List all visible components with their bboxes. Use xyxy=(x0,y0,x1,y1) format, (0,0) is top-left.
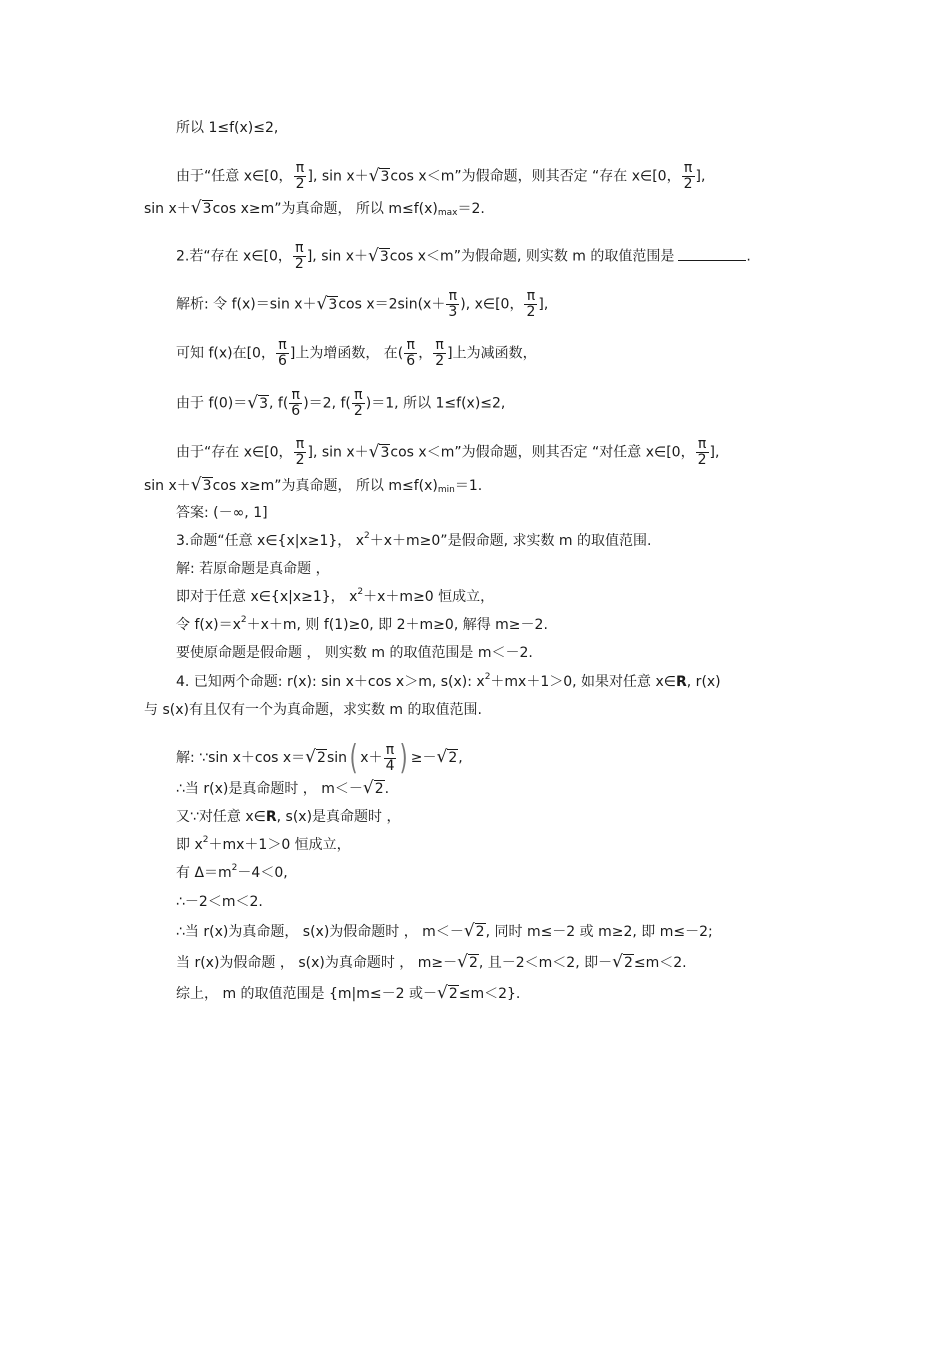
radicand: 3 xyxy=(380,444,390,461)
text-span: cos x＝2sin(x＋ xyxy=(338,296,446,313)
text-span: ≤m＜2. xyxy=(633,955,687,971)
text-span: , f( xyxy=(268,395,289,412)
text-span: ], xyxy=(709,444,720,461)
radical-sign: √ xyxy=(436,747,448,767)
text-span: ≤m＜2}. xyxy=(458,986,521,1002)
text-line xyxy=(176,120,278,136)
numerator: π xyxy=(435,337,444,353)
text-line xyxy=(176,289,548,320)
fraction xyxy=(352,388,365,419)
text-span: 解: ∵sin x＋cos x＝ xyxy=(176,750,306,766)
text-span: ＋x＋m≥0 恒成立， xyxy=(363,589,495,605)
text-span: ], xyxy=(695,168,706,185)
text-span: 由于“存在 x∈[0， xyxy=(176,444,293,461)
text-span: )＝2, f( xyxy=(303,395,351,412)
text-span: 由于“任意 x∈[0， xyxy=(176,168,293,185)
text-line xyxy=(176,161,705,192)
text-span: cos x＜m”为假命题，则其否定 “存在 x∈[0， xyxy=(390,168,681,185)
text-span: 解: 若原命题是真命题 ， xyxy=(176,561,330,577)
text-span: sin x＋ xyxy=(144,478,191,494)
fraction xyxy=(446,289,459,320)
sqrt xyxy=(612,954,634,971)
text-span: ∴－2＜m＜2. xyxy=(176,894,263,910)
sqrt xyxy=(457,954,479,971)
fraction xyxy=(433,338,446,369)
text-line xyxy=(176,894,263,910)
question-3 xyxy=(176,533,651,549)
text-span: 即对于任意 x∈{x|x≥1}， x xyxy=(176,589,358,605)
sqrt xyxy=(191,200,213,217)
text-span: , 同时 m≤－2 或 m≥2, 即 m≤－2; xyxy=(485,924,713,940)
text-span: ]上为增函数， 在( xyxy=(289,345,404,362)
text-span: 当 r(x)为假命题 ， s(x)为真命题时 ， m≥－ xyxy=(176,955,458,971)
text-span: ＝2. xyxy=(457,201,485,217)
text-line xyxy=(176,954,687,971)
denominator: 2 xyxy=(526,304,536,320)
fraction xyxy=(682,161,695,192)
radical-sign: √ xyxy=(368,245,379,266)
radical-sign: √ xyxy=(457,952,468,972)
text-line xyxy=(176,437,719,468)
radicand: 2 xyxy=(317,750,326,766)
text-line xyxy=(144,477,482,494)
text-span: , r(x) xyxy=(686,674,721,690)
radicand: 2 xyxy=(448,750,458,766)
text-span: cos x＜m”为假命题，则其否定 “对任意 x∈[0， xyxy=(390,444,695,461)
text-span: 即 x xyxy=(176,837,203,853)
subscript: max xyxy=(437,208,458,218)
numerator: π xyxy=(278,337,287,353)
numerator: π xyxy=(697,436,707,452)
text-line xyxy=(176,809,400,825)
radicand: 3 xyxy=(202,478,212,494)
text-span: ， xyxy=(418,345,433,362)
denominator: 2 xyxy=(295,452,305,468)
text-span: sin xyxy=(326,750,347,766)
sqrt xyxy=(247,392,269,413)
text-span: ], sin x＋ xyxy=(307,168,369,185)
radical-sign: √ xyxy=(612,952,623,972)
text-span: sin x＋ xyxy=(144,201,191,217)
radicand: 3 xyxy=(328,296,338,313)
superscript: 2 xyxy=(240,615,247,625)
denominator: 2 xyxy=(294,256,304,272)
denominator: 6 xyxy=(291,403,301,419)
radical-sign: √ xyxy=(436,983,448,1003)
text-line xyxy=(176,780,389,797)
sqrt xyxy=(368,165,391,186)
text-span: ∴当 r(x)是真命题时 ， m＜－ xyxy=(176,781,363,797)
denominator: 2 xyxy=(295,176,305,192)
sqrt xyxy=(316,293,339,314)
radical-sign: √ xyxy=(368,441,380,462)
text-line xyxy=(176,837,351,853)
superscript: 2 xyxy=(484,672,491,682)
text-span: 要使原命题是假命题 ， 则实数 m 的取值范围是 m＜－2. xyxy=(176,645,533,661)
answer-blank xyxy=(678,250,746,261)
right-paren: ) xyxy=(400,738,409,778)
numerator: π xyxy=(295,240,304,256)
text-line xyxy=(176,923,713,940)
superscript: 2 xyxy=(231,863,238,873)
fraction xyxy=(289,388,302,419)
fraction xyxy=(524,289,537,320)
denominator: 2 xyxy=(697,452,707,468)
radical-sign: √ xyxy=(316,293,328,314)
denominator: 6 xyxy=(277,353,287,369)
radicand: 2 xyxy=(374,781,384,797)
sqrt xyxy=(368,441,391,462)
numerator: π xyxy=(295,160,305,176)
text-span: 综上， m 的取值范围是 {m|m≤－2 或－ xyxy=(176,986,437,1002)
text-span: 可知 f(x)在[0， xyxy=(176,345,275,362)
text-span: ∴当 r(x)为真命题， s(x)为假命题时 ， m＜－ xyxy=(176,924,464,940)
sqrt xyxy=(464,923,486,940)
text-span: 与 s(x)有且仅有一个为真命题，求实数 m 的取值范围. xyxy=(144,702,482,718)
text-span: ＋x＋m≥0”是假命题, 求实数 m 的取值范围. xyxy=(369,533,652,549)
text-line xyxy=(176,645,533,661)
text-span: 解析: 令 f(x)＝sin x＋ xyxy=(176,296,317,313)
text-span: ≥－ xyxy=(410,750,437,766)
sqrt xyxy=(363,780,385,797)
radical-sign: √ xyxy=(190,198,202,218)
numerator: π xyxy=(526,288,536,304)
text-span: x＋ xyxy=(360,750,383,766)
numerator: π xyxy=(354,387,363,403)
text-span: ], sin x＋ xyxy=(306,248,368,265)
radicand: 3 xyxy=(259,395,268,412)
denominator: 6 xyxy=(406,353,416,369)
text-span: cos x＜m”为假命题, 则实数 m 的取值范围是 xyxy=(389,248,675,265)
text-span: －4＜0, xyxy=(237,865,288,881)
text-span: ], sin x＋ xyxy=(307,444,369,461)
text-span: 3.命题“任意 x∈{x|x≥1}， x xyxy=(176,533,365,549)
question-2 xyxy=(176,241,751,272)
numerator: π xyxy=(295,436,305,452)
numerator: π xyxy=(385,741,395,758)
numerator: π xyxy=(291,387,300,403)
radicand: 2 xyxy=(623,955,633,971)
text-span: . xyxy=(746,248,751,265)
fraction xyxy=(384,743,397,774)
text-line xyxy=(176,738,463,778)
text-span: , 且－2＜m＜2, 即－ xyxy=(478,955,613,971)
fraction xyxy=(293,241,306,272)
text-line xyxy=(176,589,494,605)
text-span: , xyxy=(458,750,463,766)
radicand: 3 xyxy=(379,248,389,265)
radical-sign: √ xyxy=(368,165,380,186)
numerator: π xyxy=(683,160,693,176)
text-span: 又∵对任意 x∈ xyxy=(176,809,266,825)
text-span: ＋x＋m, 则 f(1)≥0, 即 2＋m≥0, 解得 m≥－2. xyxy=(246,617,548,633)
text-span: ]上为减函数， xyxy=(447,345,537,362)
text-span: ), x∈[0， xyxy=(460,296,524,313)
answer-line xyxy=(176,505,268,521)
text-span: ＋mx＋1＞0 恒成立， xyxy=(208,837,351,853)
real-set-symbol: R xyxy=(676,674,687,690)
text-span: ＋mx＋1＞0, 如果对任意 x∈ xyxy=(490,674,676,690)
radical-sign: √ xyxy=(247,392,259,413)
question-4 xyxy=(176,674,721,690)
text-line xyxy=(176,388,505,419)
denominator: 2 xyxy=(683,176,693,192)
text-line xyxy=(176,865,288,881)
fraction xyxy=(294,161,307,192)
text-line xyxy=(144,702,482,718)
superscript: 2 xyxy=(357,587,364,597)
text-span: 由于 f(0)＝ xyxy=(176,395,248,412)
text-span: 4. 已知两个命题: r(x): sin x＋cos x＞m, s(x): x xyxy=(176,674,485,690)
text-span: cos x≥m”为真命题， 所以 m≤f(x) xyxy=(212,201,438,217)
real-set-symbol: R xyxy=(265,809,277,825)
text-line xyxy=(176,561,330,577)
radical-sign: √ xyxy=(305,747,317,767)
numerator: π xyxy=(448,288,457,304)
radical-sign: √ xyxy=(362,778,374,798)
radicand: 3 xyxy=(380,168,390,185)
radicand: 2 xyxy=(468,955,478,971)
superscript: 2 xyxy=(364,531,370,541)
fraction xyxy=(696,437,709,468)
denominator: 3 xyxy=(448,304,458,320)
denominator: 2 xyxy=(353,403,363,419)
fraction xyxy=(294,437,307,468)
text-span: 所以 1≤f(x)≤2, xyxy=(176,120,279,136)
text-span: ＝1. xyxy=(454,478,483,494)
left-paren: ( xyxy=(349,738,358,778)
text-span: 2.若“存在 x∈[0， xyxy=(176,248,292,265)
fraction xyxy=(276,338,289,369)
radical-sign: √ xyxy=(190,475,202,495)
sqrt xyxy=(436,749,458,766)
subscript: min xyxy=(437,485,455,495)
sqrt xyxy=(437,985,459,1002)
radicand: 2 xyxy=(475,924,485,940)
radicand: 2 xyxy=(448,986,458,1002)
radicand: 3 xyxy=(202,201,212,217)
text-line xyxy=(176,338,537,369)
text-span: ], xyxy=(538,296,549,313)
superscript: 2 xyxy=(202,835,209,845)
text-span: , s(x)是真命题时 ， xyxy=(276,809,401,825)
sqrt xyxy=(368,245,390,266)
denominator: 4 xyxy=(385,757,395,774)
denominator: 2 xyxy=(435,353,445,369)
text-span: 有 Δ＝m xyxy=(176,865,232,881)
fraction xyxy=(404,338,417,369)
text-span: 答案: (－∞, 1] xyxy=(176,505,268,521)
numerator: π xyxy=(406,337,415,353)
sqrt xyxy=(191,477,213,494)
text-line xyxy=(176,617,548,633)
text-span: 令 f(x)＝x xyxy=(176,617,241,633)
text-span: cos x≥m”为真命题， 所以 m≤f(x) xyxy=(212,478,438,494)
text-span: . xyxy=(384,781,390,797)
text-line xyxy=(144,200,485,217)
text-line xyxy=(176,985,520,1002)
text-span: )＝1, 所以 1≤f(x)≤2, xyxy=(365,395,506,412)
sqrt xyxy=(305,749,327,766)
radical-sign: √ xyxy=(463,921,475,941)
